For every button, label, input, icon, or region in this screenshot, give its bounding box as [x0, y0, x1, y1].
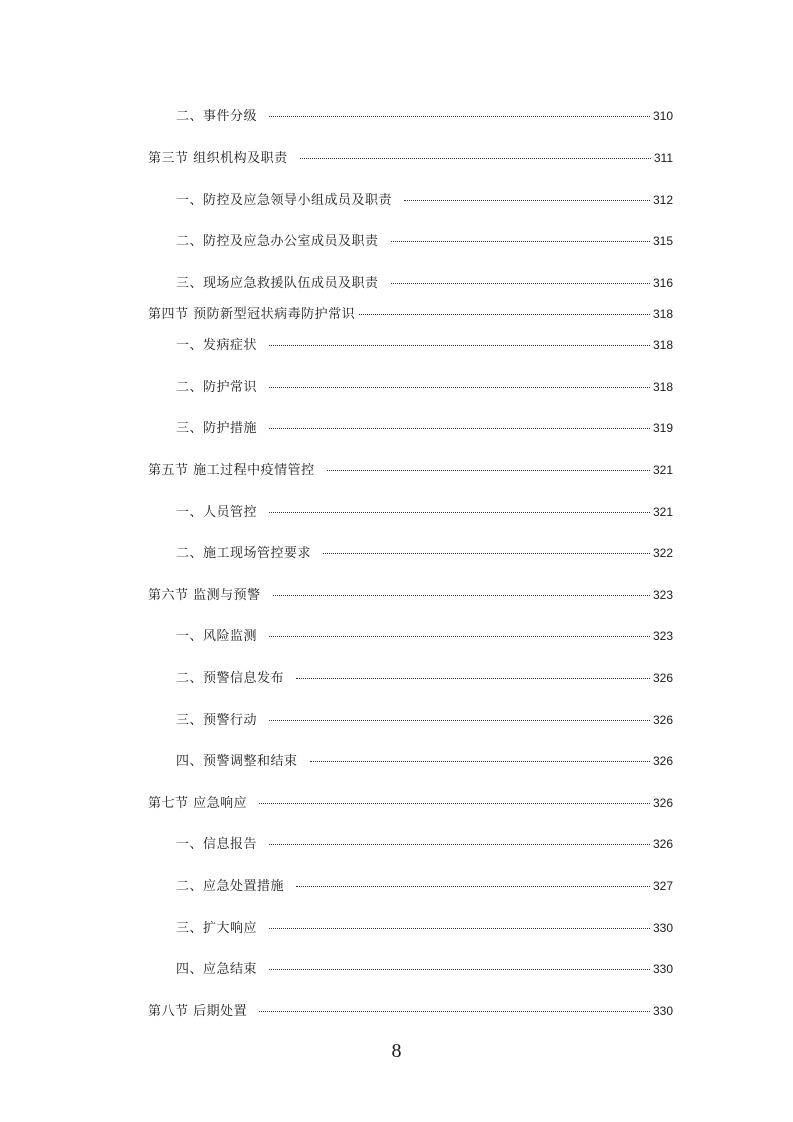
- toc-entry-page: 323: [652, 629, 673, 643]
- toc-section-title: 第五节 施工过程中疫情管控: [148, 463, 315, 478]
- toc-entry-page: 322: [652, 546, 673, 560]
- toc-entry-title: 三、扩大响应: [176, 921, 258, 936]
- toc-section[interactable]: [148, 1003, 673, 1019]
- toc-entry-title: 一、风险监测: [176, 629, 258, 644]
- toc-entry-title: 三、防护措施: [176, 421, 258, 436]
- toc-entry-page: 330: [652, 962, 673, 976]
- toc-entry-title: 三、现场应急救援队伍成员及职责: [176, 276, 379, 291]
- toc-section-page: 321: [652, 463, 673, 477]
- toc-entry[interactable]: [176, 961, 673, 977]
- toc-entry-title: 二、事件分级: [176, 109, 258, 124]
- toc-section-title: 第三节 组织机构及职责: [148, 151, 288, 166]
- toc-entry-title: 二、防控及应急办公室成员及职责: [176, 234, 379, 249]
- toc-entry[interactable]: [176, 753, 673, 769]
- toc-leader-dots: [269, 377, 650, 388]
- toc-section[interactable]: [148, 306, 673, 322]
- toc-entry-title: 一、信息报告: [176, 837, 258, 852]
- toc-entry[interactable]: [176, 192, 673, 208]
- toc-entry-title: 一、发病症状: [176, 338, 258, 353]
- toc-entry[interactable]: [176, 233, 673, 249]
- toc-entry-page: 310: [652, 109, 673, 123]
- toc-leader-dots: [327, 460, 650, 471]
- toc-entry-title: 二、应急处置措施: [176, 879, 285, 894]
- toc-entry[interactable]: [176, 836, 673, 852]
- toc-entry[interactable]: [176, 504, 673, 520]
- toc-leader-dots: [391, 231, 650, 242]
- toc-section-title: 第八节 后期处置: [148, 1004, 248, 1019]
- toc-section-title: 第七节 应急响应: [148, 796, 248, 811]
- toc-leader-dots: [323, 543, 650, 554]
- toc-entry-title: 一、防控及应急领导小组成员及职责: [176, 193, 393, 208]
- toc-section[interactable]: [148, 462, 673, 478]
- toc-section-title: 第六节 监测与预警: [148, 588, 261, 603]
- toc-entry[interactable]: [176, 420, 673, 436]
- toc-section-page: 326: [652, 796, 673, 810]
- toc-section[interactable]: [148, 587, 673, 603]
- toc-section-page: 318: [652, 307, 673, 321]
- toc-entry[interactable]: [176, 545, 673, 561]
- toc-leader-dots: [269, 834, 650, 845]
- toc-entry-title: 四、应急结束: [176, 962, 258, 977]
- toc-leader-dots: [300, 148, 651, 159]
- toc-leader-dots: [269, 502, 650, 513]
- page-number: 8: [391, 1040, 402, 1062]
- toc-entry[interactable]: [176, 379, 673, 395]
- toc-leader-dots: [259, 1001, 650, 1012]
- toc-entry-title: 四、预警调整和结束: [176, 754, 298, 769]
- toc-entry-page: 326: [652, 671, 673, 685]
- toc-entry[interactable]: [176, 108, 673, 124]
- toc-leader-dots: [359, 304, 650, 315]
- toc-leader-dots: [404, 190, 650, 201]
- toc-entry[interactable]: [176, 712, 673, 728]
- toc-entry-page: 315: [652, 234, 673, 248]
- toc-entry-page: 330: [652, 921, 673, 935]
- toc-entry[interactable]: [176, 275, 673, 291]
- toc-entry-page: 327: [652, 879, 673, 893]
- toc-entry-title: 二、防护常识: [176, 380, 258, 395]
- toc-leader-dots: [269, 918, 650, 929]
- toc-entry-page: 318: [652, 338, 673, 352]
- toc-leader-dots: [259, 793, 650, 804]
- toc-entry[interactable]: [176, 670, 673, 686]
- toc-leader-dots: [310, 751, 650, 762]
- toc-section[interactable]: [148, 795, 673, 811]
- toc-entry-page: 316: [652, 276, 673, 290]
- toc-section-page: 311: [653, 151, 673, 165]
- toc-leader-dots: [273, 585, 650, 596]
- toc-entry[interactable]: [176, 920, 673, 936]
- toc-section-page: 330: [652, 1004, 673, 1018]
- toc-section-page: 323: [652, 588, 673, 602]
- toc-leader-dots: [296, 876, 650, 887]
- toc-entry-page: 326: [652, 754, 673, 768]
- toc-entry-page: 321: [652, 505, 673, 519]
- toc-entry[interactable]: [176, 628, 673, 644]
- toc-entry[interactable]: [176, 878, 673, 894]
- toc-leader-dots: [269, 335, 650, 346]
- toc-section-title: 第四节 预防新型冠状病毒防护常识: [148, 307, 356, 322]
- toc-entry-page: 319: [652, 421, 673, 435]
- toc-leader-dots: [269, 959, 650, 970]
- toc-leader-dots: [269, 710, 650, 721]
- toc-leader-dots: [391, 273, 650, 284]
- toc-section[interactable]: [148, 150, 673, 166]
- toc-leader-dots: [269, 106, 650, 117]
- toc-entry-title: 二、施工现场管控要求: [176, 546, 312, 561]
- toc-entry-page: 326: [652, 837, 673, 851]
- toc-entry-title: 三、预警行动: [176, 713, 258, 728]
- toc-leader-dots: [269, 418, 650, 429]
- toc-entry[interactable]: [176, 337, 673, 353]
- toc-entry-page: 312: [652, 193, 673, 207]
- toc-entry-page: 326: [652, 713, 673, 727]
- toc-entry-page: 318: [652, 380, 673, 394]
- toc-entry-title: 一、人员管控: [176, 505, 258, 520]
- toc-leader-dots: [296, 668, 650, 679]
- toc-leader-dots: [269, 626, 650, 637]
- toc-entry-title: 二、预警信息发布: [176, 671, 285, 686]
